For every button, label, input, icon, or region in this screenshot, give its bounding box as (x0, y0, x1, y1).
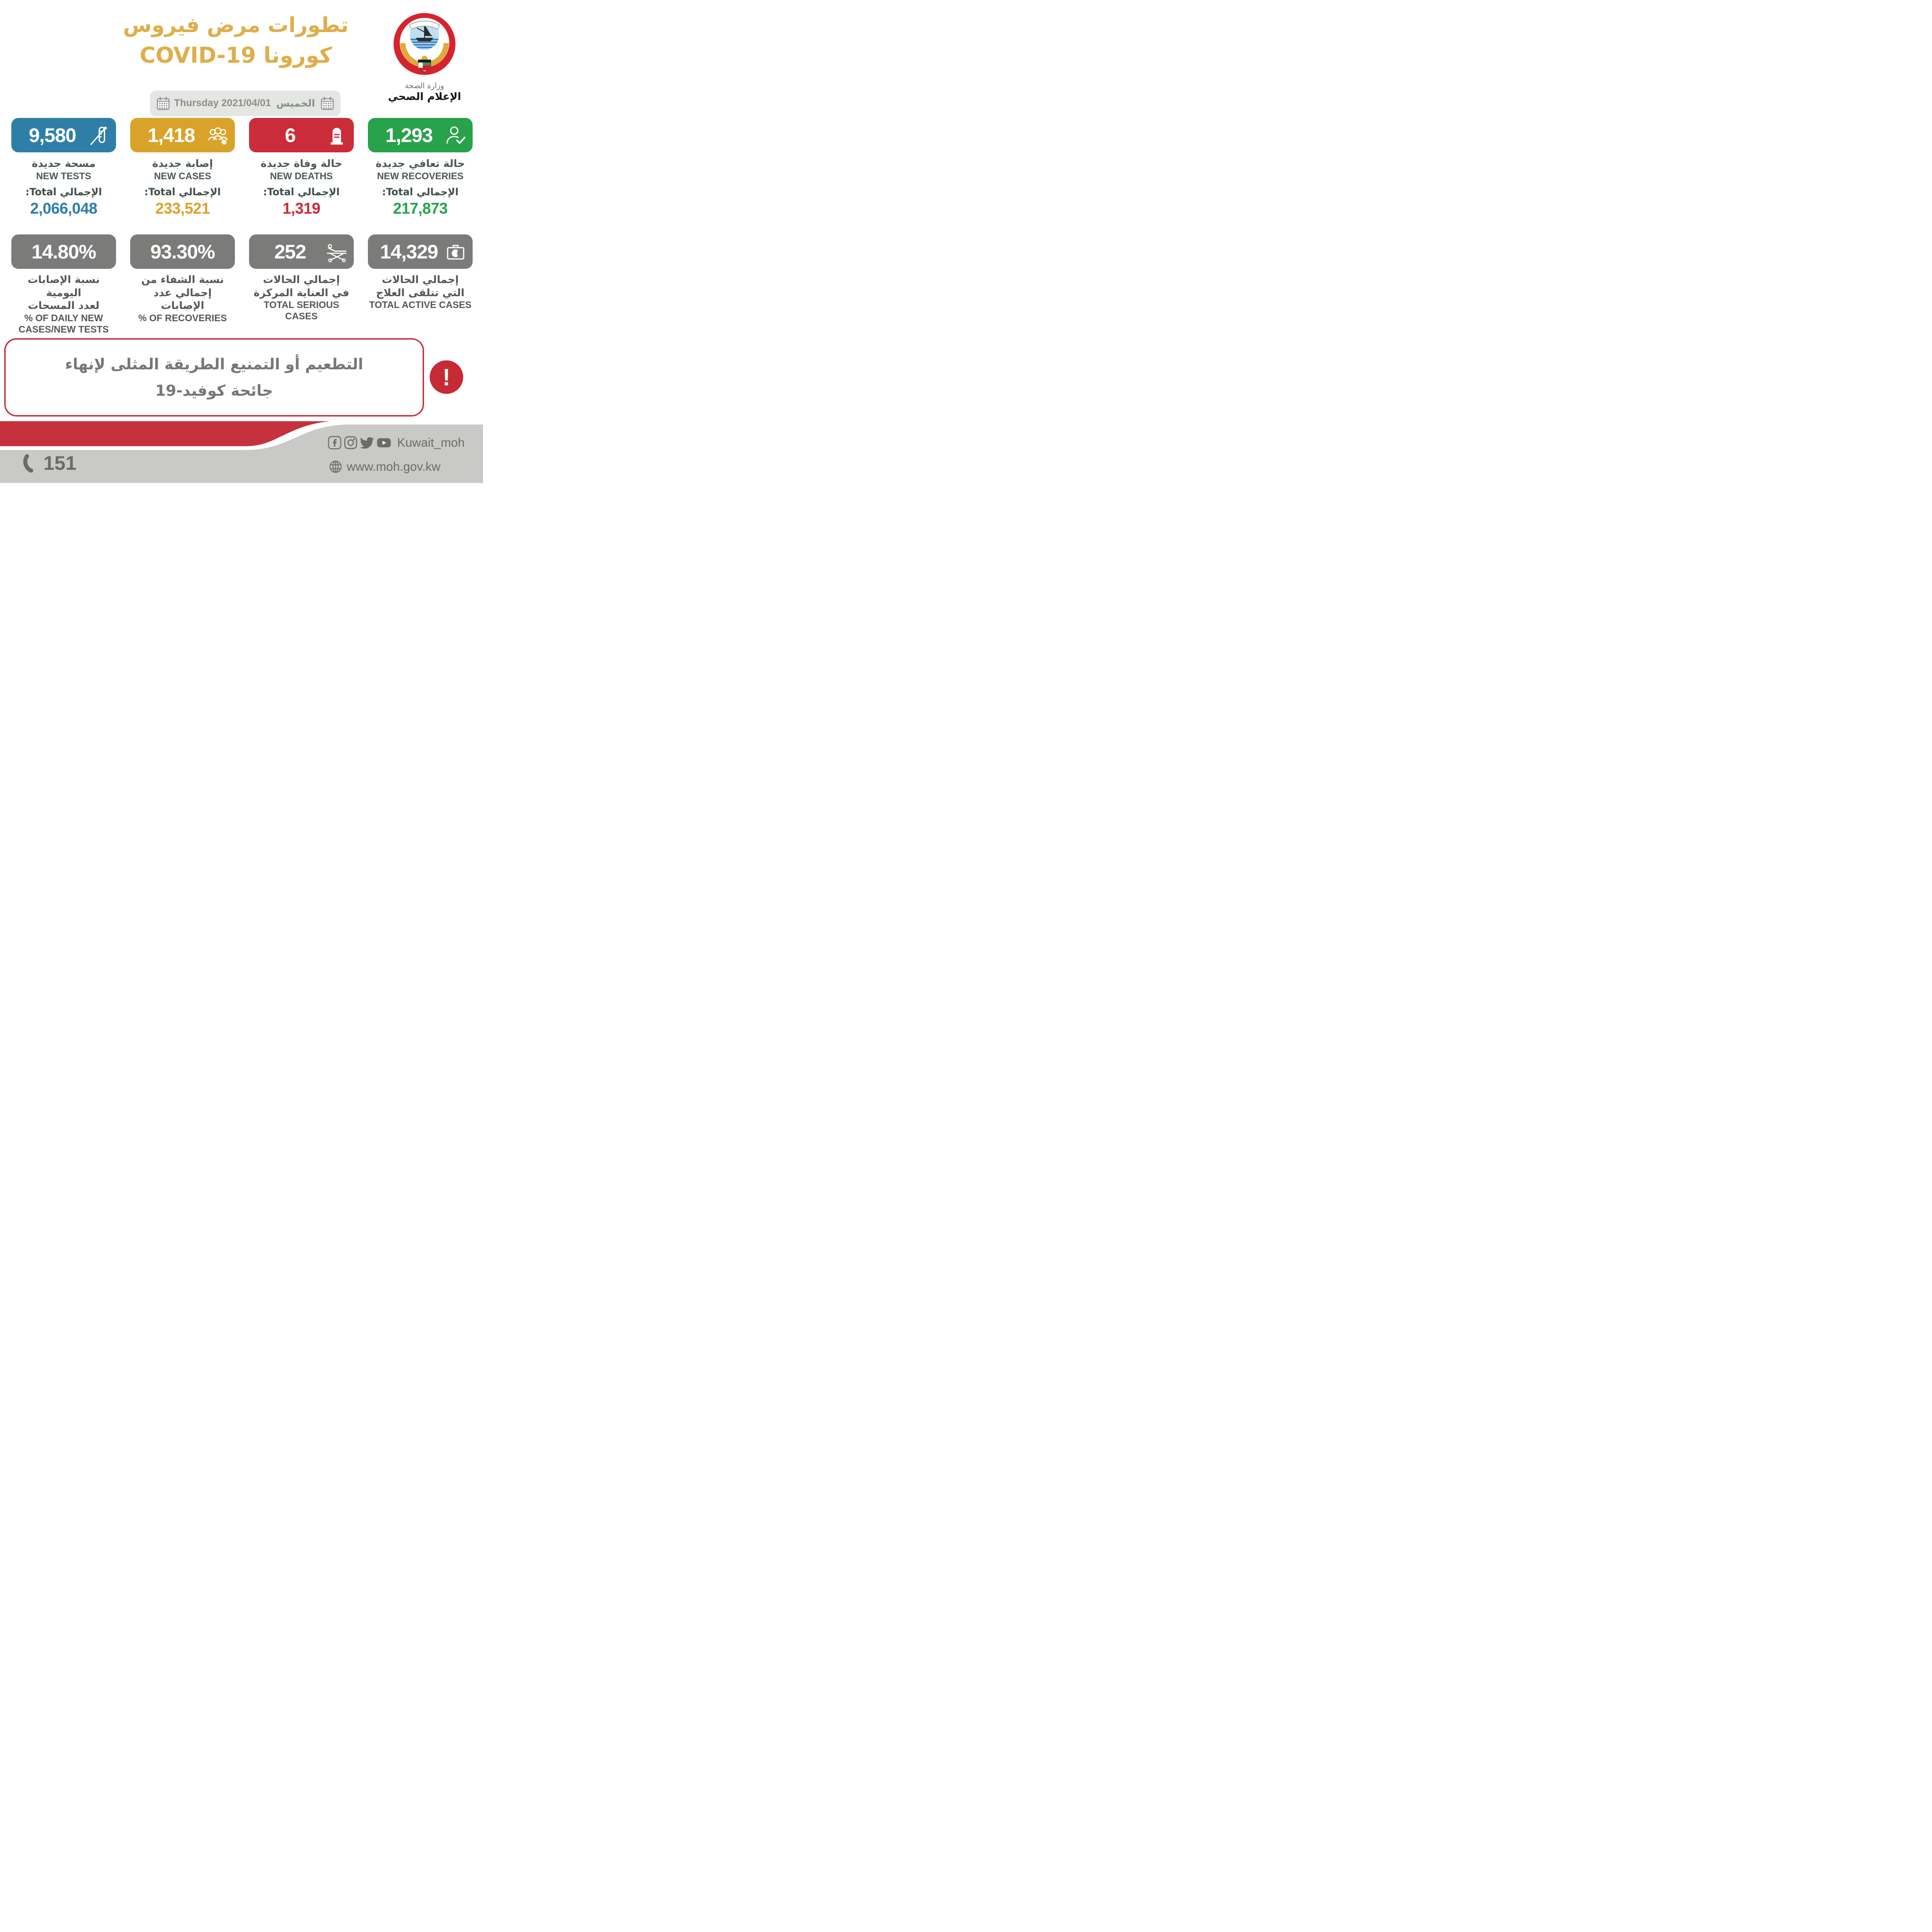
active-cases-label-ar2: التي تتلقى العلاج (376, 287, 465, 299)
social-handle: Kuwait_moh (397, 435, 465, 450)
website-url: www.moh.gov.kw (347, 459, 441, 474)
department-name: الإعلام الصحي (388, 91, 461, 103)
calendar-icon (320, 96, 335, 111)
recovery-rate-label-ar2: إجمالي عدد الإصابات (153, 287, 212, 312)
youtube-icon (376, 436, 391, 450)
website (329, 459, 441, 474)
daily-positivity-label-en1: % OF DAILY NEW (24, 313, 103, 324)
total-label: الإجمالي Total: (144, 186, 221, 198)
recovery-rate-label-ar1: نسبة الشفاء من (141, 274, 224, 286)
title-line-1: تطورات مرض فيروس (123, 13, 349, 37)
footer-red-band (0, 421, 330, 446)
phone-icon (21, 453, 39, 473)
stat-card-daily-positivity (11, 234, 116, 269)
facebook-icon (328, 436, 341, 450)
hotline (22, 452, 76, 475)
ministry-name: وزارة الصحة (405, 81, 444, 90)
active-cases-value: 14,329 (380, 240, 438, 263)
stat-new-recoveries (368, 118, 473, 217)
hotline-number: 151 (43, 452, 77, 474)
recovery-rate-value: 93.30% (150, 240, 215, 263)
stat-card-active-cases (368, 234, 473, 269)
serious-cases-value: 252 (274, 240, 306, 263)
total-label: الإجمالي Total: (263, 186, 340, 198)
stat-card-new-deaths (249, 118, 354, 152)
instagram-icon (344, 436, 358, 450)
moh-emblem-icon (389, 10, 460, 80)
total-cases-value: 233,521 (155, 199, 210, 217)
new-deaths-value: 6 (284, 124, 296, 146)
new-deaths-label-ar: حالة وفاة جديدة (260, 158, 342, 170)
new-recoveries-label-ar: حالة تعافي جديدة (375, 158, 465, 170)
new-cases-label-en: NEW CASES (154, 171, 211, 182)
exclamation-icon: ! (430, 360, 463, 394)
covid-infographic (0, 0, 483, 483)
stat-new-deaths (249, 118, 354, 217)
vaccination-alert-box (4, 338, 424, 416)
new-tests-label-en: NEW TESTS (36, 171, 92, 182)
stat-serious-cases (249, 234, 354, 322)
total-recoveries-value: 217,873 (393, 199, 448, 217)
title-line-2: كورونا COVID-19 (140, 42, 332, 68)
globe-icon (329, 460, 342, 474)
stat-recovery-rate (130, 234, 235, 324)
stat-card-new-cases (130, 118, 235, 152)
test-tube-icon (88, 124, 110, 147)
alert-line-1: التطعيم أو التمنيع الطريقة المثلى لإنهاء (65, 355, 364, 373)
serious-cases-label-ar2: في العناية المركزة (253, 287, 350, 299)
active-cases-label-ar1: إجمالي الحالات (382, 274, 459, 286)
calendar-icon (156, 96, 171, 111)
page-title (106, 12, 366, 69)
new-deaths-label-en: NEW DEATHS (270, 171, 333, 182)
twitter-icon (360, 436, 374, 450)
active-cases-label-en1: TOTAL ACTIVE CASES (369, 300, 472, 310)
recovery-rate-label-en1: % OF RECOVERIES (138, 313, 227, 324)
stat-card-new-recoveries (368, 118, 473, 152)
serious-cases-label-en1: TOTAL SERIOUS CASES (263, 300, 340, 322)
date-english: Thursday 2021/04/01 (174, 98, 271, 108)
new-recoveries-label-en: NEW RECOVERIES (377, 171, 464, 182)
stat-new-tests (11, 118, 116, 217)
total-label: الإجمالي Total: (25, 186, 102, 198)
date-bar (150, 91, 341, 116)
serious-cases-label-ar1: إجمالي الحالات (263, 274, 340, 286)
new-cases-value: 1,418 (147, 124, 195, 146)
stretcher-icon (325, 241, 348, 263)
moh-logo (383, 10, 466, 103)
new-tests-label-ar: مسحة جديدة (32, 158, 96, 170)
medical-case-icon (444, 241, 467, 263)
person-check-icon (444, 124, 467, 147)
date-arabic: الخميس (276, 98, 315, 109)
new-tests-value: 9,580 (28, 124, 76, 146)
total-label: الإجمالي Total: (382, 186, 459, 198)
new-cases-label-ar: إصابة جديدة (152, 158, 213, 170)
daily-positivity-value: 14.80% (31, 240, 96, 263)
new-recoveries-value: 1,293 (385, 124, 433, 146)
daily-positivity-label-en2: CASES/NEW TESTS (18, 324, 109, 335)
stat-card-serious-cases (249, 234, 354, 269)
alert-line-2: جائحة كوفيد-19 (155, 382, 273, 400)
stat-active-cases (368, 234, 473, 311)
stat-daily-positivity (11, 234, 116, 335)
people-virus-icon (207, 124, 229, 147)
stat-card-recovery-rate (130, 234, 235, 269)
total-tests-value: 2,066,048 (30, 199, 98, 217)
daily-positivity-label-ar1: نسبة الإصابات اليومية (27, 274, 100, 299)
stat-new-cases (130, 118, 235, 217)
tombstone-icon (325, 124, 348, 147)
total-deaths-value: 1,319 (282, 199, 321, 217)
stat-card-new-tests (11, 118, 116, 152)
daily-positivity-label-ar2: لعدد المسحات (28, 300, 100, 312)
social-links (328, 435, 465, 450)
